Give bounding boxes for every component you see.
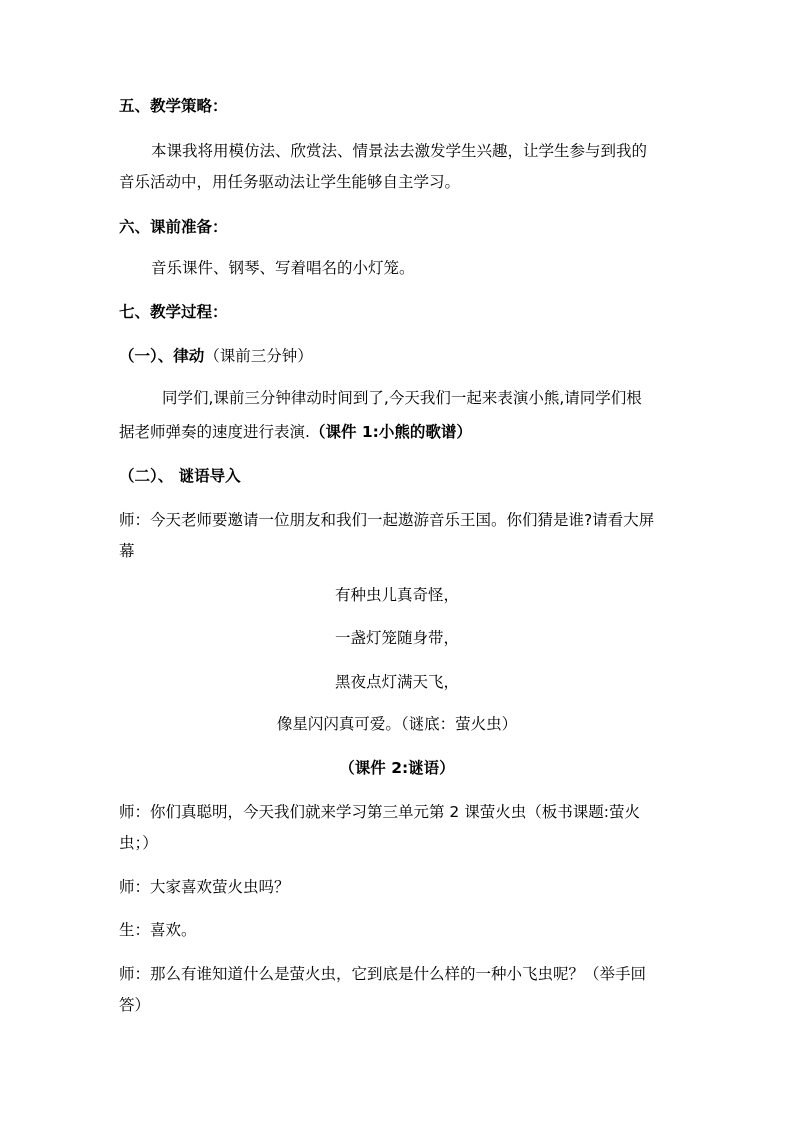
courseware-reference: （课件 2:谜语） bbox=[339, 759, 455, 777]
paragraph-line: 音乐课件、钢琴、写着唱名的小灯笼。 bbox=[151, 259, 415, 277]
section-heading-process: 七、教学过程： bbox=[119, 303, 228, 321]
section-heading-preparation: 六、课前准备： bbox=[119, 218, 228, 236]
paragraph-line bbox=[119, 422, 472, 442]
subsection-heading-note: （课前三分钟） bbox=[204, 347, 313, 365]
dialogue-line: 师：你们真聪明，今天我们就来学习第三单元第 2 课萤火虫（板书课题:萤火 bbox=[119, 803, 640, 821]
paragraph-text: 据老师弹奏的速度进行表演. bbox=[119, 423, 310, 441]
subsection-heading-rhythm bbox=[119, 346, 313, 366]
paragraph-line: 本课我将用模仿法、欣赏法、情景法去激发学生兴趣，让学生参与到我的 bbox=[151, 142, 648, 160]
paragraph-line: 同学们,课前三分钟律动时间到了,今天我们一起来表演小熊,请同学们根 bbox=[162, 389, 642, 407]
dialogue-line: 师：大家喜欢萤火虫吗？ bbox=[119, 878, 290, 896]
riddle-line: 一盏灯笼随身带， bbox=[334, 629, 459, 647]
dialogue-line: 师：今天老师要邀请一位朋友和我们一起遨游音乐王国。你们猜是谁?请看大屏 bbox=[119, 511, 655, 529]
riddle-line: 像星闪闪真可爱。（谜底：萤火虫） bbox=[276, 715, 518, 733]
dialogue-line: 生：喜欢。 bbox=[119, 921, 197, 939]
courseware-reference: （课件 1:小熊的歌谱） bbox=[309, 423, 472, 441]
paragraph-line: 音乐活动中，用任务驱动法让学生能够自主学习。 bbox=[119, 173, 461, 191]
riddle-line: 黑夜点灯满天飞， bbox=[334, 673, 459, 691]
dialogue-line: 答） bbox=[119, 996, 151, 1014]
riddle-line: 有种虫儿真奇怪， bbox=[334, 586, 459, 604]
section-heading-teaching-strategy: 五、教学策略： bbox=[119, 97, 228, 115]
subsection-heading-bold: （一）、律动 bbox=[119, 347, 205, 365]
dialogue-line: 幕 bbox=[119, 542, 135, 560]
dialogue-line: 师：那么有谁知道什么是萤火虫，它到底是什么样的一种小飞虫呢？（举手回 bbox=[119, 965, 647, 983]
dialogue-line: 虫；） bbox=[119, 834, 158, 852]
subsection-heading-riddle: （二）、 谜语导入 bbox=[119, 467, 241, 485]
